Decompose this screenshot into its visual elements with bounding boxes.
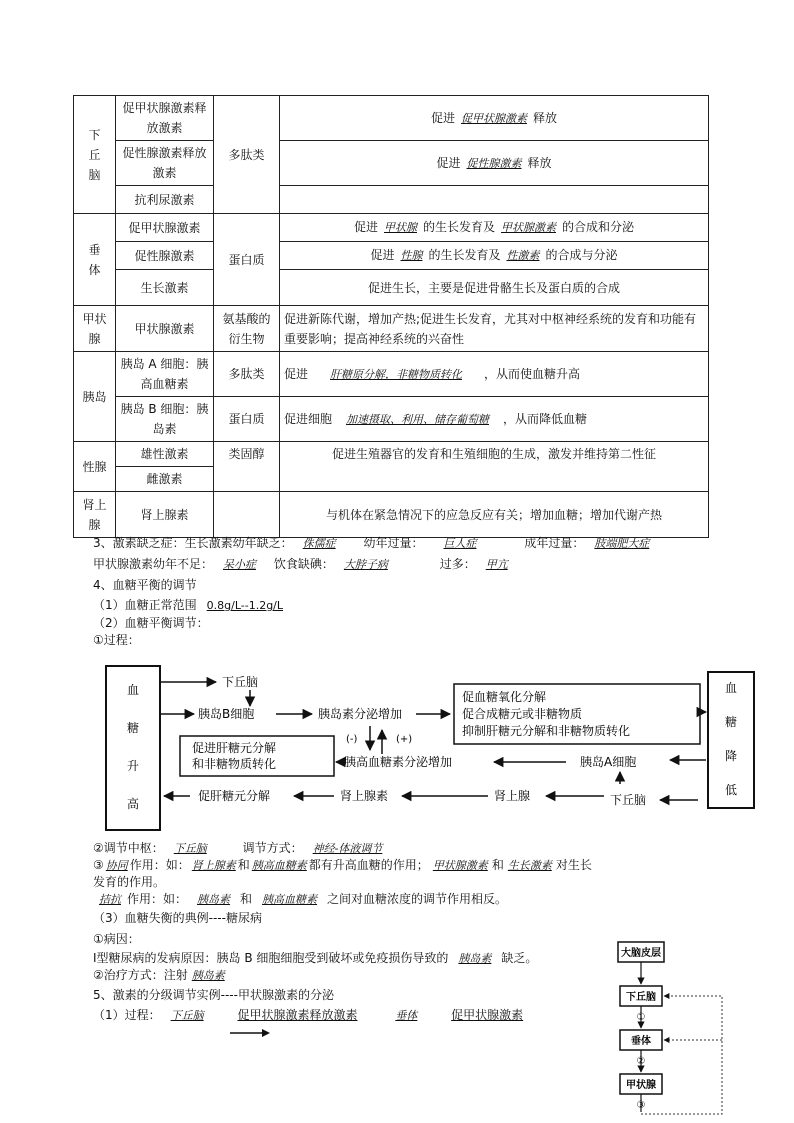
step-1: ① — [636, 1012, 646, 1023]
insulin-increase: 胰岛素分泌增加 — [318, 707, 403, 721]
right-label: 血糖降低 — [724, 681, 738, 797]
hormone-function: 促进 肝糖原分解，非糖物质转化 ，从而使血糖升高 — [280, 352, 709, 397]
glucose-regulation-title: （2）血糖平衡调节： — [93, 616, 209, 630]
hormone-function: 促进生长，主要是促进骨骼生长及蛋白质的合成 — [280, 270, 709, 306]
treatment: ②治疗方式：注射 胰岛素 — [93, 968, 225, 982]
hormone-name: 甲状腺激素 — [116, 306, 214, 352]
raise-effect-2: 和非糖物质转化 — [192, 757, 277, 771]
hormone-function: 促进新陈代谢，增加产热;促进生长发育，尤其对中枢神经系统的发育和功能有重要影响；提高神经系统的兴奋性 — [280, 306, 709, 352]
hormone-nature: 蛋白质 — [214, 397, 280, 442]
hormone-name: 促性腺激素释放激素 — [116, 141, 214, 186]
section-4-title: 4、血糖平衡的调节 — [93, 578, 197, 592]
hormone-function: 促进细胞 加速摄取、利用、储存葡萄糖 ，从而降低血糖 — [280, 397, 709, 442]
hpt-axis-diagram — [600, 936, 750, 1120]
thyroid-label: 甲状腺 — [626, 1080, 656, 1091]
hormone-nature: 类固醇 — [214, 442, 280, 492]
effect-3: 抑制肝糖元分解和非糖物质转化 — [462, 724, 631, 738]
hormone-function: 促进 性腺 的生长发育及 性激素 的合成与分泌 — [280, 242, 709, 270]
hormone-name: 雌激素 — [116, 467, 214, 492]
hormone-function — [280, 186, 709, 214]
deficiency-line-1: 3、激素缺乏症：生长激素幼年缺乏： 侏儒症 幼年过量： 巨人症 成年过量： 肢端肥大症 — [93, 536, 650, 550]
effect-1: 促血糖氧化分解 — [462, 690, 547, 704]
thyroid-process: （1）过程： 下丘脑 促甲状腺激素释放激素 垂体 促甲状腺激素 — [93, 1008, 524, 1022]
glucose-range: （1）血糖正常范围 0.8g/L--1.2g/L — [93, 598, 284, 612]
cortex-label: 大脑皮层 — [621, 948, 661, 959]
hormone-nature: 多肽类 — [214, 352, 280, 397]
liver-glycogen: 促肝糖元分解 — [198, 789, 271, 803]
synergy-line: ③ 协同 作用：如： 肾上腺素 和 胰高血糖素 都有升高血糖的作用； 甲状腺激素 和 生长激素 对生长 — [93, 858, 592, 872]
beta-cell: 胰岛B细胞 — [198, 707, 255, 721]
hormone-name: 抗利尿激素 — [116, 186, 214, 214]
gland-adrenal: 肾上 腺 — [74, 492, 116, 538]
hormone-nature: 氨基酸的衍生物 — [214, 306, 280, 352]
step-3: ③ — [636, 1100, 646, 1111]
hormone-name: 生长激素 — [116, 270, 214, 306]
hormone-function: 促进 促性腺激素 释放 — [280, 141, 709, 186]
hormone-function: 促进生殖器官的发育和生殖细胞的生成，激发并维持第二性征 — [280, 442, 709, 492]
hormone-function: 促进 甲状腺 的生长发育及 甲状腺激素 的合成和分泌 — [280, 214, 709, 242]
deficiency-line-2: 甲状腺激素幼年不足： 呆小症 饮食缺碘： 大脖子病 过多： 甲亢 — [93, 557, 508, 571]
gland-thyroid: 甲状 腺 — [74, 306, 116, 352]
hormone-name: 胰岛 A 细胞：胰高血糖素 — [116, 352, 214, 397]
process-arrow — [228, 1026, 272, 1040]
gland-hypothalamus: 下 丘 脑 — [74, 96, 116, 214]
diabetes-title: （3）血糖失衡的典例----糖尿病 — [93, 911, 262, 925]
hormone-function: 与机体在紧急情况下的应急反应有关；增加血糖；增加代谢产热 — [280, 492, 709, 538]
effect-2: 促合成糖元或非糖物质 — [462, 707, 583, 721]
gland-pituitary: 垂 体 — [74, 214, 116, 306]
adrenal-gland: 肾上腺 — [494, 789, 531, 803]
left-label: 血糖升高 — [126, 683, 140, 811]
minus-sign: (-) — [346, 734, 358, 745]
epinephrine: 肾上腺素 — [340, 789, 389, 803]
cause-label: ①病因： — [93, 932, 140, 946]
process-label: ①过程： — [93, 633, 140, 647]
glucagon-increase: 胰高血糖素分泌增加 — [344, 755, 453, 769]
hypo-label: 下丘脑 — [626, 992, 656, 1003]
hormone-name: 促性腺激素 — [116, 242, 214, 270]
hypothalamus-bottom: 下丘脑 — [610, 793, 647, 807]
hormone-name: 肾上腺素 — [116, 492, 214, 538]
hormone-name: 促甲状腺激素释放激素 — [116, 96, 214, 141]
hypothalamus-top: 下丘脑 — [222, 675, 259, 689]
gland-islet: 胰岛 — [74, 352, 116, 442]
hormone-nature: 多肽类 — [214, 96, 280, 214]
antagonism-line: 拮抗 作用：如： 胰岛素 和 胰高血糖素 之间对血糖浓度的调节作用相反。 — [99, 892, 508, 906]
hormone-name: 雄性激素 — [116, 442, 214, 467]
raise-effect-1: 促进肝糖元分解 — [192, 741, 277, 755]
glucose-regulation-diagram — [100, 660, 738, 838]
hormone-nature — [214, 492, 280, 538]
type1-cause: Ⅰ型糖尿病的发病原因：胰岛 B 细胞细胞受到破坏或免疫损伤导致的 胰岛素 缺乏。 — [93, 951, 538, 965]
step-2: ② — [636, 1056, 646, 1067]
hormone-table — [73, 95, 709, 538]
hormone-name: 促甲状腺激素 — [116, 214, 214, 242]
synergy-line-2: 发育的作用。 — [93, 875, 166, 889]
hormone-function: 促进 促甲状腺激素 释放 — [280, 96, 709, 141]
gland-gonad: 性腺 — [74, 442, 116, 492]
alpha-cell: 胰岛A细胞 — [580, 755, 637, 769]
regulation-center: ②调节中枢： 下丘脑 调节方式： 神经-体液调节 — [93, 841, 383, 855]
plus-sign: (+) — [396, 734, 413, 745]
section-5-title: 5、激素的分级调节实例----甲状腺激素的分泌 — [93, 988, 334, 1002]
hormone-nature: 蛋白质 — [214, 214, 280, 306]
hormone-name: 胰岛 B 细胞：胰岛素 — [116, 397, 214, 442]
pituitary-label: 垂体 — [631, 1036, 651, 1047]
